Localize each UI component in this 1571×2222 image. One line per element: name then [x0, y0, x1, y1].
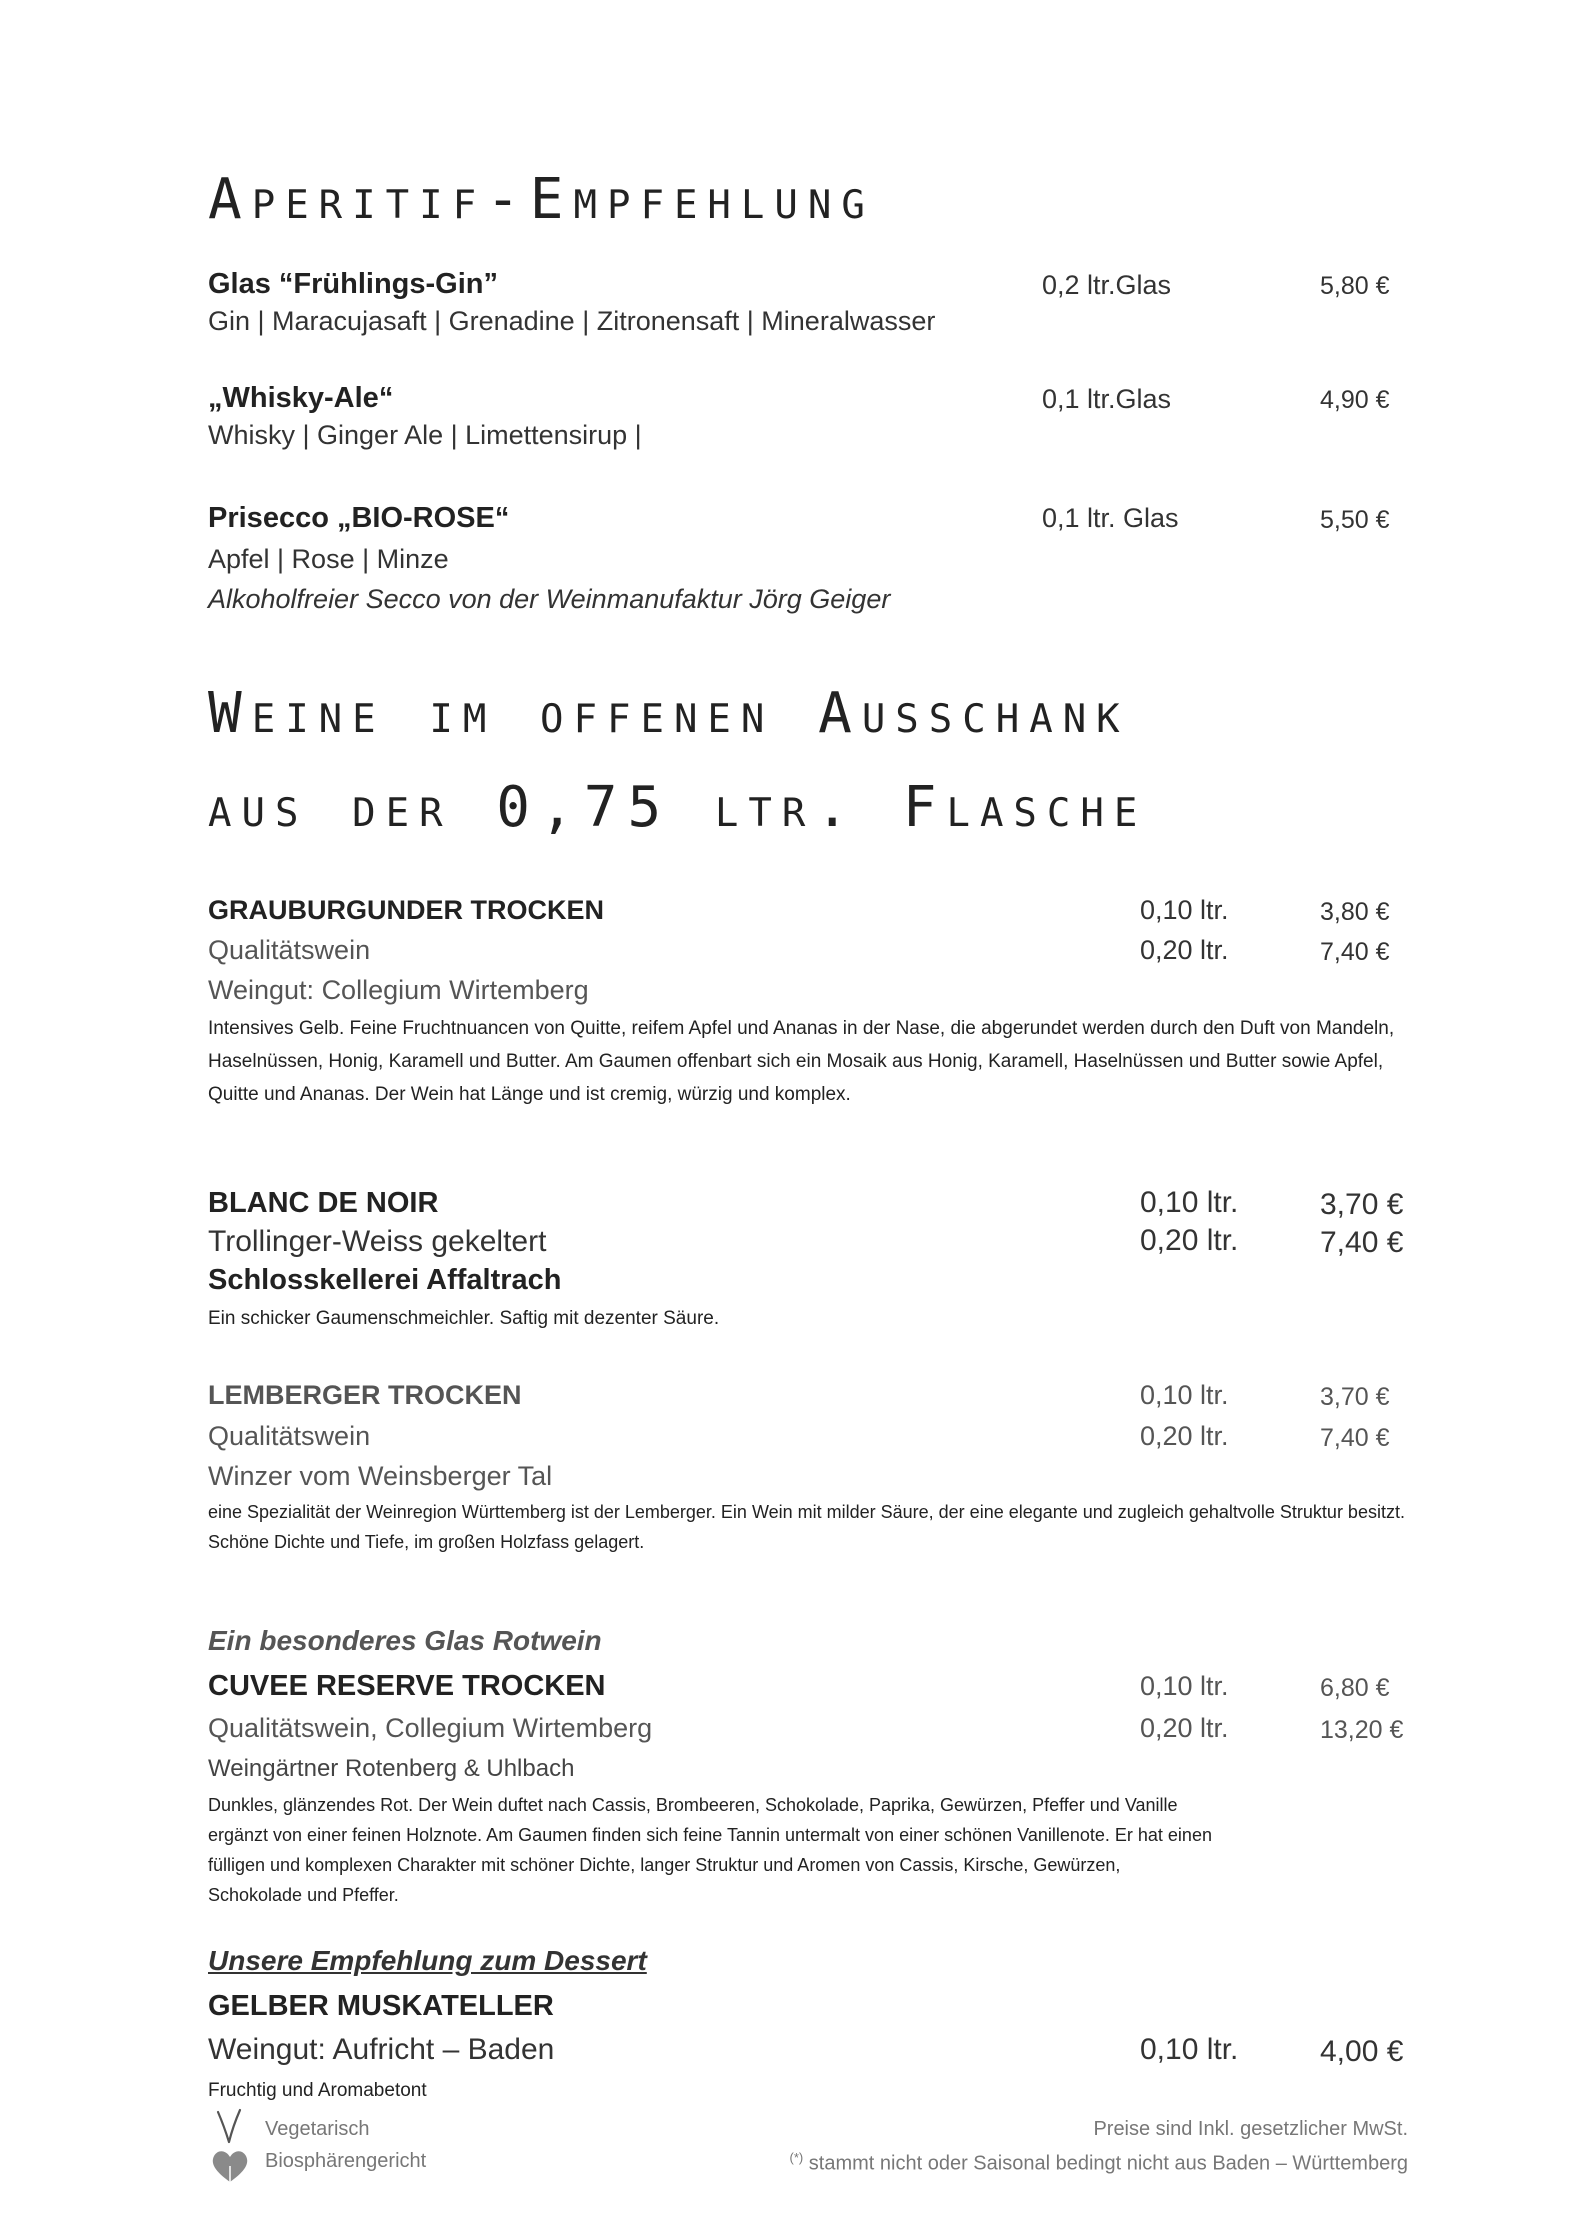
aperitif-item-ingredients: Gin | Maracujasaft | Grenadine | Zitronensaft | Mineralwasser [208, 306, 936, 336]
wine-qty: 0,10 ltr. [1140, 1671, 1229, 1701]
aperitif-item-name: Prisecco „BIO-ROSE“ [208, 502, 510, 534]
wine-price: 6,80 € [1320, 1674, 1390, 1702]
wine-price: 7,40 € [1320, 938, 1390, 966]
aperitif-item-note: Alkoholfreier Secco von der Weinmanufaktur Jörg Geiger [208, 584, 891, 614]
wine-qty: 0,10 ltr. [1140, 2033, 1239, 2066]
wine-price: 3,70 € [1320, 1188, 1404, 1221]
aperitif-item-price: 4,90 € [1320, 386, 1390, 414]
wine-price: 7,40 € [1320, 1226, 1404, 1259]
heart-leaf-icon [208, 2146, 252, 2186]
aperitif-item-price: 5,50 € [1320, 506, 1390, 534]
aperitif-heading: Aperitif-Empfehlung [208, 167, 875, 232]
wine-description: Dunkles, glänzendes Rot. Der Wein duftet nach Cassis, Brombeeren, Schokolade, Paprika, Gewürzen, Pfeffer und Vanille ergänzt von einer feinen Holznote. Am Gaumen finden sich feine Tannin untermalt von einer schönen Vanillenote. Er hat einen fülligen und komplexen Charakter mit schöner Dichte, langer Struktur und Aromen von Cassis, Kirsche, Gewürzen, Schokolade und Pfeffer. [208, 1795, 1212, 1905]
wine-price: 4,00 € [1320, 2035, 1404, 2068]
aperitif-item-qty: 0,1 ltr. Glas [1042, 503, 1179, 533]
wine-quality: Qualitätswein [208, 935, 371, 965]
legend-biosphere: Biosphärengericht [265, 2150, 427, 2172]
origin-note-text: stammt nicht oder Saisonal bedingt nicht aus Baden – Württemberg [803, 2152, 1408, 2175]
v-leaf-icon [214, 2108, 244, 2148]
wine-qty: 0,10 ltr. [1140, 895, 1229, 925]
aperitif-item-name: Glas “Frühlings-Gin” [208, 268, 499, 300]
wine-quality: Qualitätswein [208, 1421, 371, 1451]
wine-qty: 0,20 ltr. [1140, 1224, 1239, 1257]
wine-quality: Trollinger-Weiss gekeltert [208, 1225, 547, 1258]
aperitif-item-name: „Whisky-Ale“ [208, 382, 394, 414]
wine-producer: Weingärtner Rotenberg & Uhlbach [208, 1755, 575, 1782]
aperitif-item-ingredients: Apfel | Rose | Minze [208, 544, 449, 574]
wine-qty: 0,20 ltr. [1140, 935, 1229, 965]
wine-qty: 0,10 ltr. [1140, 1380, 1229, 1410]
prices-note: Preise sind Inkl. gesetzlicher MwSt. [1093, 2118, 1408, 2140]
wine-name: BLANC DE NOIR [208, 1187, 439, 1219]
wines-heading-line1: Weine im offenen Ausschank [208, 681, 1130, 746]
wine-qty: 0,20 ltr. [1140, 1713, 1229, 1743]
wine-producer: Weingut: Aufricht – Baden [208, 2033, 555, 2066]
dessert-intro: Unsere Empfehlung zum Dessert [208, 1945, 647, 1976]
aperitif-item-price: 5,80 € [1320, 272, 1390, 300]
aperitif-item-qty: 0,2 ltr.Glas [1042, 270, 1172, 300]
wine-name: GELBER MUSKATELLER [208, 1990, 554, 2022]
wine-description: Intensives Gelb. Feine Fruchtnuancen von Quitte, reifem Apfel und Ananas in der Nase, die abgerundet werden durch den Duft von Mandeln, Haselnüssen, Honig, Karamell und Butter. Am Gaumen offenbart sich ein Mosaik aus Honig, Karamell, Haselnüssen und Butter sowie Apfel, Quitte und Ananas. Der Wein hat Länge und ist cremig, würzig und komplex. [208, 1018, 1395, 1105]
wine-price: 3,80 € [1320, 898, 1390, 926]
wine-producer: Schlosskellerei Affaltrach [208, 1264, 562, 1296]
wine-name: CUVEE RESERVE TROCKEN [208, 1670, 606, 1702]
wine-description: Ein schicker Gaumenschmeichler. Saftig mit dezenter Säure. [208, 1308, 720, 1329]
wine-price: 3,70 € [1320, 1383, 1390, 1411]
origin-note [790, 2150, 1408, 2176]
asterisk-marker: (*) [789, 2150, 804, 2165]
aperitif-item-qty: 0,1 ltr.Glas [1042, 384, 1172, 414]
aperitif-item-ingredients: Whisky | Ginger Ale | Limettensirup | [208, 420, 642, 450]
wine-producer: Weingut: Collegium Wirtemberg [208, 975, 589, 1005]
wine-name: GRAUBURGUNDER TROCKEN [208, 895, 604, 925]
legend-vegetarian: Vegetarisch [265, 2118, 370, 2140]
wine-producer: Winzer vom Weinsberger Tal [208, 1461, 553, 1491]
cuvee-intro: Ein besonderes Glas Rotwein [208, 1625, 602, 1656]
wines-heading-line2: aus der 0,75 ltr. Flasche [208, 775, 1148, 840]
wine-price: 13,20 € [1320, 1716, 1404, 1744]
wine-description: Fruchtig und Aromabetont [208, 2080, 427, 2101]
wine-qty: 0,20 ltr. [1140, 1421, 1229, 1451]
wine-price: 7,40 € [1320, 1424, 1390, 1452]
wine-name: LEMBERGER TROCKEN [208, 1380, 522, 1410]
wine-quality: Qualitätswein, Collegium Wirtemberg [208, 1713, 653, 1743]
wine-description: eine Spezialität der Weinregion Württemberg ist der Lemberger. Ein Wein mit milder Säure, der eine elegante und zugleich gehaltvolle Struktur besitzt. Schöne Dichte und Tiefe, im großen Holzfass gelagert. [208, 1502, 1405, 1552]
wine-qty: 0,10 ltr. [1140, 1186, 1239, 1219]
